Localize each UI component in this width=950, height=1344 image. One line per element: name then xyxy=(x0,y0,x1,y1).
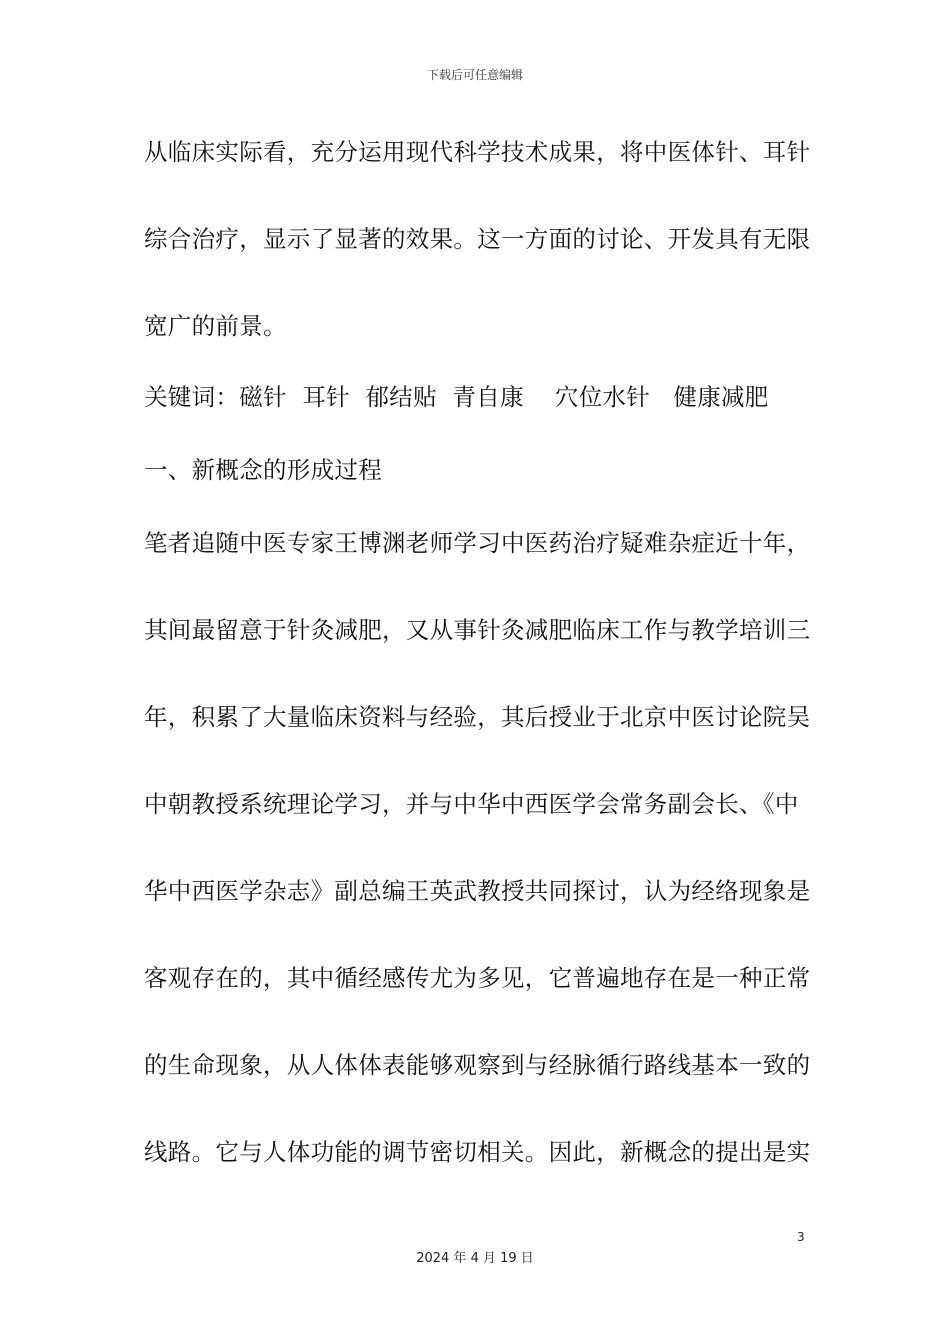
body-line-3: 宽广的前景。 xyxy=(144,312,287,340)
page-header: 下载后可任意编辑 xyxy=(426,68,523,82)
body-line-10: 华中西医学杂志》副总编王英武教授共同探讨，认为经络现象是 xyxy=(144,877,811,905)
section-heading: 一、新概念的形成过程 xyxy=(144,456,382,484)
body-line-6: 笔者追随中医专家王博渊老师学习中医药治疗疑难杂症近十年， xyxy=(144,529,811,557)
keywords-line: 关键词：磁针 耳针 郁结贴 青自康 穴位水针 健康减肥 xyxy=(144,383,769,411)
body-line-13: 线路。它与人体功能的调节密切相关。因此，新概念的提出是实 xyxy=(144,1138,811,1166)
body-line-11: 客观存在的，其中循经感传尤为多见，它普遍地存在是一种正常 xyxy=(144,964,811,992)
body-line-2: 综合治疗，显示了显著的效果。这一方面的讨论、开发具有无限 xyxy=(144,225,811,253)
body-line-7: 其间最留意于针灸减肥，又从事针灸减肥临床工作与教学培训三 xyxy=(144,616,811,644)
body-line-8: 年，积累了大量临床资料与经验，其后授业于北京中医讨论院吴 xyxy=(144,703,811,731)
body-line-1: 从临床实际看，充分运用现代科学技术成果，将中医体针、耳针 xyxy=(144,138,811,166)
body-line-9: 中朝教授系统理论学习，并与中华中西医学会常务副会长、《中 xyxy=(144,790,799,818)
footer-date: 2024 年 4 月 19 日 xyxy=(416,1251,534,1266)
page-number: 3 xyxy=(797,1230,805,1244)
body-line-12: 的生命现象，从人体体表能够观察到与经脉循行路线基本一致的 xyxy=(144,1051,811,1079)
